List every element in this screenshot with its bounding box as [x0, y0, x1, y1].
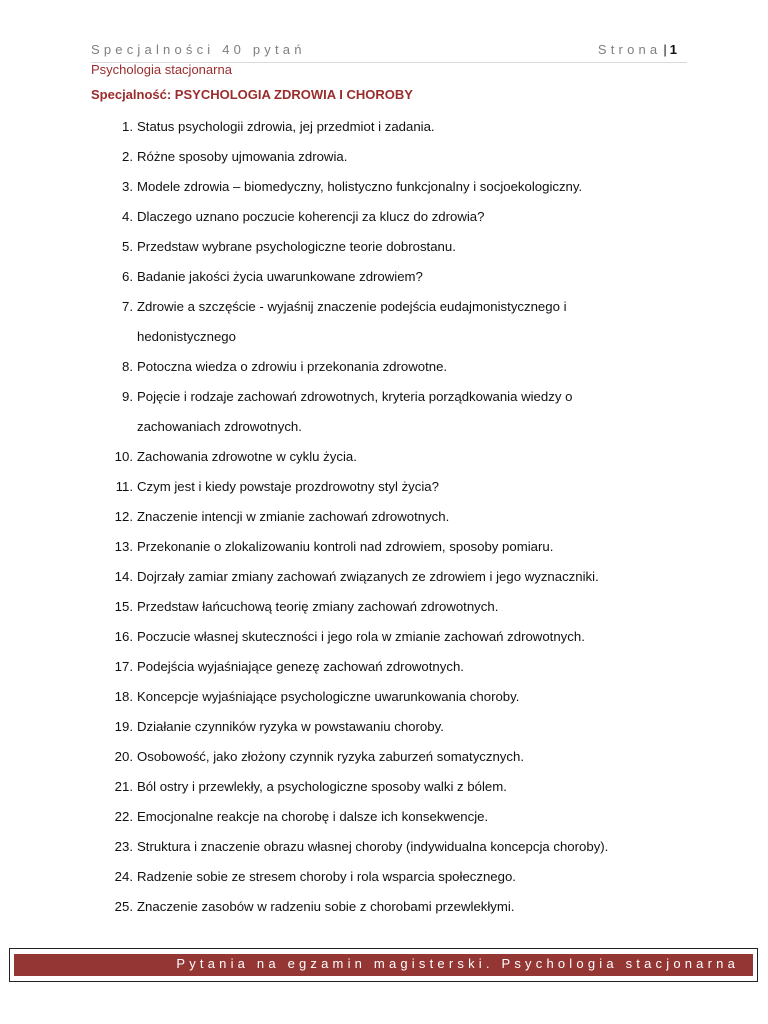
question-item [91, 862, 691, 892]
question-text-line: Czym jest i kiedy powstaje prozdrowotny styl życia? [137, 479, 439, 494]
question-text-line: Dojrzały zamiar zmiany zachowań związanych ze zdrowiem i jego wyznaczniki. [137, 569, 599, 584]
page-header [91, 42, 687, 63]
question-number: 19. [114, 719, 133, 734]
question-number: 6. [122, 269, 133, 284]
question-item [91, 382, 691, 442]
footer-text: Pytania na egzamin magisterski. Psychologia stacjonarna [176, 956, 739, 971]
question-text-line: Ból ostry i przewlekły, a psychologiczne sposoby walki z bólem. [137, 779, 507, 794]
question-item [91, 562, 691, 592]
question-text-line: Koncepcje wyjaśniające psychologiczne uwarunkowania choroby. [137, 689, 520, 704]
question-number: 22. [114, 809, 133, 824]
question-text-line: Badanie jakości życia uwarunkowane zdrowiem? [137, 269, 423, 284]
question-item [91, 712, 691, 742]
question-item [91, 742, 691, 772]
question-number: 4. [122, 209, 133, 224]
question-text-line: Zdrowie a szczęście - wyjaśnij znaczenie podejścia eudajmonistycznego i [137, 299, 567, 314]
question-item [91, 772, 691, 802]
question-item [91, 652, 691, 682]
question-text-line: Emocjonalne reakcje na chorobę i dalsze ich konsekwencje. [137, 809, 489, 824]
question-item [91, 532, 691, 562]
question-number: 14. [114, 569, 133, 584]
page-label: Strona [597, 42, 662, 57]
question-text-line: zachowaniach zdrowotnych. [137, 419, 302, 434]
section-title: Specjalność: PSYCHOLOGIA ZDROWIA I CHOROBY [91, 87, 413, 102]
question-text-line: hedonistycznego [137, 329, 236, 344]
question-item [91, 892, 691, 922]
question-number: 13. [114, 539, 133, 554]
page-number: 1 [669, 42, 677, 57]
question-item [91, 832, 691, 862]
question-number: 20. [114, 749, 133, 764]
question-number: 10. [114, 449, 133, 464]
question-text-line: Struktura i znaczenie obrazu własnej choroby (indywidualna koncepcja choroby). [137, 839, 609, 854]
document-subtitle: Psychologia stacjonarna [91, 62, 232, 77]
question-item [91, 682, 691, 712]
question-item [91, 172, 691, 202]
question-item [91, 262, 691, 292]
question-list [91, 112, 691, 922]
question-item [91, 112, 691, 142]
question-item [91, 502, 691, 532]
page-indicator [598, 42, 677, 57]
question-text-line: Różne sposoby ujmowania zdrowia. [137, 149, 348, 164]
question-number: 7. [122, 299, 133, 314]
question-number: 25. [114, 899, 133, 914]
question-text-line: Zachowania zdrowotne w cyklu życia. [137, 449, 357, 464]
question-text-line: Podejścia wyjaśniające genezę zachowań zdrowotnych. [137, 659, 464, 674]
question-number: 3. [122, 179, 133, 194]
question-item [91, 592, 691, 622]
question-text-line: Pojęcie i rodzaje zachowań zdrowotnych, kryteria porządkowania wiedzy o [137, 389, 573, 404]
question-text-line: Poczucie własnej skuteczności i jego rola w zmianie zachowań zdrowotnych. [137, 629, 585, 644]
question-text-line: Modele zdrowia – biomedyczny, holistyczno funkcjonalny i socjoekologiczny. [137, 179, 583, 194]
question-text-line: Dlaczego uznano poczucie koherencji za klucz do zdrowia? [137, 209, 485, 224]
question-number: 17. [114, 659, 133, 674]
question-number: 24. [114, 869, 133, 884]
footer-band [14, 954, 753, 976]
question-number: 11. [115, 479, 133, 494]
page-footer [9, 948, 758, 982]
question-item [91, 142, 691, 172]
question-text-line: Osobowość, jako złożony czynnik ryzyka zaburzeń somatycznych. [137, 749, 524, 764]
question-item [91, 802, 691, 832]
question-text-line: Znaczenie zasobów w radzeniu sobie z chorobami przewlekłymi. [137, 899, 515, 914]
question-item [91, 352, 691, 382]
question-item [91, 472, 691, 502]
question-number: 23. [114, 839, 133, 854]
question-item [91, 442, 691, 472]
question-number: 21. [114, 779, 133, 794]
question-text-line: Znaczenie intencji w zmianie zachowań zdrowotnych. [137, 509, 450, 524]
question-number: 18. [114, 689, 133, 704]
question-text-line: Działanie czynników ryzyka w powstawaniu choroby. [137, 719, 444, 734]
question-text-line: Status psychologii zdrowia, jej przedmiot i zadania. [137, 119, 435, 134]
question-number: 2. [122, 149, 133, 164]
question-number: 1. [122, 119, 133, 134]
question-item [91, 292, 691, 352]
running-title: Specjalności 40 pytań [91, 42, 306, 57]
question-number: 9. [122, 389, 133, 404]
question-number: 12. [114, 509, 133, 524]
question-number: 8. [122, 359, 133, 374]
question-text-line: Przedstaw wybrane psychologiczne teorie dobrostanu. [137, 239, 456, 254]
question-text-line: Przekonanie o zlokalizowaniu kontroli nad zdrowiem, sposoby pomiaru. [137, 539, 554, 554]
question-number: 16. [114, 629, 133, 644]
page-separator: | [663, 42, 667, 57]
question-item [91, 232, 691, 262]
question-text-line: Potoczna wiedza o zdrowiu i przekonania zdrowotne. [137, 359, 448, 374]
question-number: 15. [114, 599, 133, 614]
question-item [91, 202, 691, 232]
question-number: 5. [122, 239, 133, 254]
question-text-line: Przedstaw łańcuchową teorię zmiany zachowań zdrowotnych. [137, 599, 499, 614]
question-text-line: Radzenie sobie ze stresem choroby i rola wsparcia społecznego. [137, 869, 516, 884]
question-item [91, 622, 691, 652]
